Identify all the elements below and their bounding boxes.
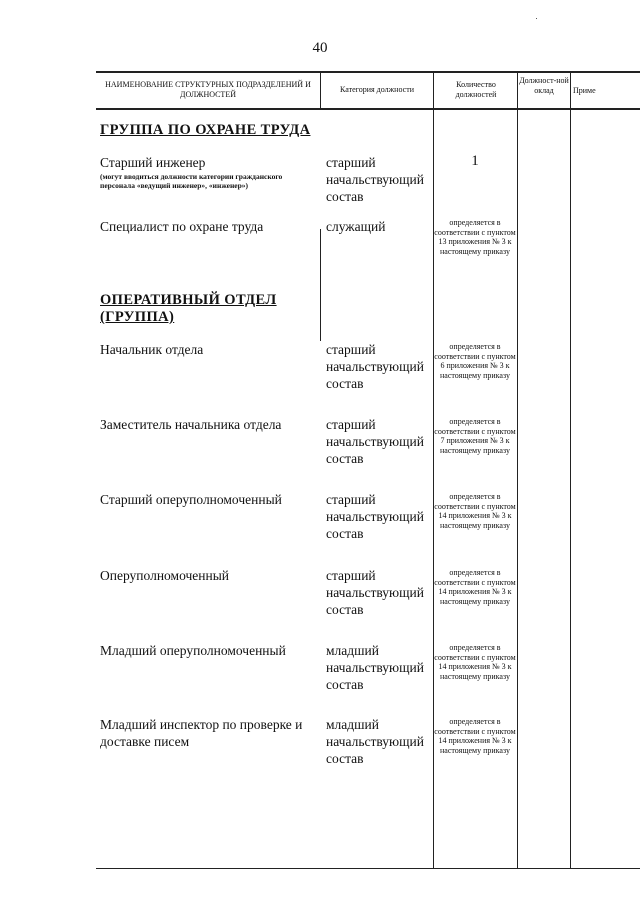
page-number: 40 — [312, 40, 328, 56]
header-category: Категория должности — [340, 85, 414, 94]
table-top-rule — [96, 71, 640, 73]
header-count: Количество должностей — [455, 80, 497, 99]
position-count: определяется в соответствии с пунктом 13 приложения № 3 к настоящему приказу — [434, 218, 516, 256]
position-name: Заместитель начальника отдела — [100, 417, 282, 432]
header-salary: Должност-ной оклад — [519, 76, 569, 95]
table-header-rule — [96, 108, 640, 110]
header-note: Приме — [573, 86, 596, 95]
col-divider-1-header — [320, 72, 321, 108]
col-divider-1-segment — [320, 229, 321, 341]
position-count: определяется в соответствии с пунктом 14 приложения № 3 к настоящему приказу — [434, 717, 516, 755]
position-count: определяется в соответствии с пунктом 14 приложения № 3 к настоящему приказу — [434, 492, 516, 530]
position-name: Специалист по охране труда — [100, 219, 264, 234]
table-bottom-rule — [96, 868, 640, 869]
position-count: определяется в соответствии с пунктом 7 приложения № 3 к настоящему приказу — [434, 417, 516, 455]
position-category: младший начальствующий состав — [326, 643, 424, 692]
position-category: старший начальствующий состав — [326, 417, 424, 466]
position-category: старший начальствующий состав — [326, 568, 424, 617]
position-count: определяется в соответствии с пунктом 14 приложения № 3 к настоящему приказу — [434, 643, 516, 681]
position-name: Старший оперуполномоченный — [100, 492, 282, 507]
scan-speck — [536, 18, 537, 19]
position-count: 1 — [471, 153, 479, 169]
position-category: старший начальствующий состав — [326, 342, 424, 391]
position-category: старший начальствующий состав — [326, 492, 424, 541]
section-title: ОПЕРАТИВНЫЙ ОТДЕЛ (ГРУППА) — [100, 292, 277, 325]
position-category: служащий — [326, 219, 386, 234]
header-name: НАИМЕНОВАНИЕ СТРУКТУРНЫХ ПОДРАЗДЕЛЕНИЙ И ДОЛЖНОСТЕЙ — [105, 80, 311, 99]
col-divider-3 — [517, 72, 518, 869]
position-count: определяется в соответствии с пунктом 14 приложения № 3 к настоящему приказу — [434, 568, 516, 606]
position-note: (могут вводиться должности категории гражданского персонала «ведущий инженер», «инженер») — [100, 172, 283, 190]
position-count: определяется в соответствии с пунктом 6 приложения № 3 к настоящему приказу — [434, 342, 516, 380]
position-name: Младший инспектор по проверке и доставке писем — [100, 717, 303, 749]
position-name: Младший оперуполномоченный — [100, 643, 286, 658]
position-name: Начальник отдела — [100, 342, 204, 357]
position-category: старший начальствующий состав — [326, 155, 424, 204]
section-title: ГРУППА ПО ОХРАНЕ ТРУДА — [100, 122, 311, 138]
position-name: Оперуполномоченный — [100, 568, 230, 583]
position-name: Старший инженер — [100, 155, 206, 170]
col-divider-4 — [570, 72, 571, 869]
position-category: младший начальствующий состав — [326, 717, 424, 766]
